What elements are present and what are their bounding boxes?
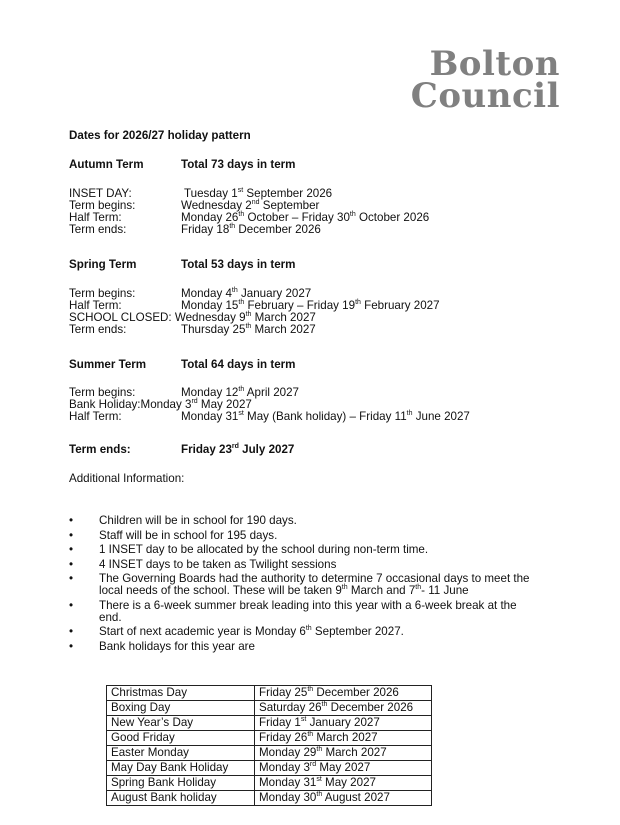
holiday-date-text: Saturday 26 — [259, 701, 322, 714]
holiday-date-text: May 2027 — [321, 776, 376, 789]
table-row — [107, 731, 432, 746]
date-row-label: Bank Holiday: — [69, 398, 141, 411]
holiday-name-cell: August Bank holiday — [107, 791, 255, 806]
date-text: Monday 3 — [140, 398, 192, 411]
date-text: January 2027 — [237, 287, 312, 300]
holiday-date-cell — [255, 716, 432, 731]
holiday-date-text: Friday 1 — [259, 716, 301, 729]
holiday-date-text: Friday 26 — [259, 731, 308, 744]
holiday-name-cell: Christmas Day — [107, 686, 255, 701]
list-item — [69, 600, 539, 624]
list-item-ordinal: th — [341, 584, 348, 591]
date-ordinal: nd — [251, 199, 260, 206]
autumn-date-row — [69, 223, 321, 237]
date-ordinal: th — [229, 223, 236, 230]
date-ordinal: th — [355, 299, 361, 306]
date-ordinal: st — [237, 187, 244, 194]
date-row-label: Half Term: — [69, 410, 122, 423]
holiday-date-text: March 2027 — [322, 746, 387, 759]
additional-information-list — [69, 515, 539, 655]
date-text: September 2026 — [243, 187, 333, 200]
list-item — [69, 544, 539, 556]
holiday-date-text: January 2027 — [306, 716, 380, 729]
date-text: May 2027 — [197, 398, 252, 411]
date-row-label: Term begins: — [69, 287, 136, 300]
holiday-date-text: December 2026 — [327, 701, 414, 714]
date-text: September — [259, 199, 320, 212]
summer-date-row — [69, 410, 470, 424]
holiday-name-cell: Spring Bank Holiday — [107, 776, 255, 791]
date-text: October 2026 — [355, 211, 430, 224]
table-row — [107, 716, 432, 731]
date-text: June 2027 — [412, 410, 470, 423]
date-text: Monday 26 — [181, 211, 239, 224]
date-text: April 2027 — [244, 386, 300, 399]
list-item-text: Children will be in school for 190 days. — [99, 514, 297, 527]
holiday-name-cell: May Day Bank Holiday — [107, 761, 255, 776]
date-row-value — [181, 223, 321, 236]
autumn-term-total: Total 73 days in term — [181, 158, 296, 171]
date-text: Monday 12 — [181, 386, 239, 399]
summer-term-total: Total 64 days in term — [181, 358, 296, 371]
holiday-date-ordinal: rd — [309, 761, 317, 768]
table-row — [107, 761, 432, 776]
additional-information-heading: Additional Information: — [69, 472, 185, 485]
list-item-text: September 2027. — [311, 625, 404, 638]
table-row — [107, 746, 432, 761]
date-text: Wednesday 2 — [181, 199, 252, 212]
holiday-date-ordinal: th — [321, 701, 328, 708]
date-text: February – Friday 19 — [244, 299, 356, 312]
date-row-label: Term begins: — [69, 199, 136, 212]
list-item-text: Staff will be in school for 195 days. — [99, 528, 278, 542]
list-item-ordinal: th — [415, 584, 422, 591]
holiday-date-cell — [255, 776, 432, 791]
list-item-text: 4 INSET days to be taken as Twilight sessions — [99, 557, 337, 571]
holiday-date-ordinal: st — [300, 716, 307, 723]
date-text: March 2027 — [251, 311, 316, 324]
date-row-label: Half Term: — [69, 299, 122, 312]
list-item-text: March and 7 — [347, 584, 416, 597]
date-ordinal: th — [238, 386, 245, 393]
date-ordinal: th — [238, 299, 245, 306]
date-text: Tuesday 1 — [181, 187, 238, 200]
list-item — [69, 530, 539, 542]
date-row-label: Term ends: — [69, 323, 127, 336]
date-text: Monday 15 — [181, 299, 239, 312]
holiday-name-cell: Easter Monday — [107, 746, 255, 761]
list-item-text: Start of next academic year is Monday 6 — [99, 625, 306, 638]
date-ordinal: th — [231, 287, 238, 294]
spring-term-total: Total 53 days in term — [181, 258, 296, 271]
date-text: Monday 31 — [181, 410, 239, 423]
final-term-ends-label: Term ends: — [69, 443, 131, 456]
holiday-date-cell — [255, 791, 432, 806]
list-item-text: Bank holidays for this year are — [99, 639, 255, 653]
holiday-date-text: Monday 31 — [259, 776, 317, 789]
date-text: December 2026 — [235, 223, 321, 236]
list-item-text: There is a 6-week summer break leading into this year with a 6-week break at the end. — [99, 598, 517, 624]
holiday-date-ordinal: th — [316, 746, 323, 753]
list-item — [69, 573, 539, 597]
holiday-date-ordinal: th — [307, 731, 314, 738]
date-row-label: Half Term: — [69, 211, 122, 224]
date-row-label: INSET DAY: — [69, 187, 132, 200]
list-item — [69, 641, 539, 653]
date-ordinal: th — [245, 311, 252, 318]
holiday-date-ordinal: th — [316, 791, 323, 798]
holiday-date-text: August 2027 — [322, 791, 390, 804]
date-row-label: Term begins: — [69, 386, 136, 399]
date-ordinal: st — [238, 410, 244, 417]
list-item — [69, 515, 539, 527]
date-ordinal: th — [349, 211, 356, 218]
holiday-date-cell — [255, 731, 432, 746]
table-row — [107, 776, 432, 791]
table-row — [107, 701, 432, 716]
date-ordinal: th — [406, 410, 413, 417]
holiday-date-cell — [255, 761, 432, 776]
holiday-name-cell: Good Friday — [107, 731, 255, 746]
document-title: Dates for 2026/27 holiday pattern — [69, 129, 251, 142]
table-row — [107, 791, 432, 806]
list-item-text: - 11 June — [421, 584, 469, 597]
holiday-date-ordinal: st — [316, 776, 322, 783]
date-text: Monday 4 — [181, 287, 232, 300]
holiday-date-text: March 2027 — [313, 731, 378, 744]
autumn-term-heading: Autumn Term — [69, 158, 144, 171]
list-item-text: 1 INSET day to be allocated by the school during non-term time. — [99, 543, 429, 556]
holiday-date-ordinal: th — [307, 686, 314, 693]
date-text: Wednesday 9 — [171, 311, 246, 324]
date-text: February 2027 — [360, 299, 440, 312]
list-item — [69, 626, 539, 638]
holiday-name-cell: New Year’s Day — [107, 716, 255, 731]
list-item-text: The Governing Boards had the authority to determine 7 occasional days to meet the local needs of the school. These will be taken 9 — [99, 572, 530, 597]
logo-line-2: Council — [410, 76, 560, 116]
final-term-ends-date: Friday 23rd July 2027 — [181, 443, 295, 456]
date-text: March 2027 — [251, 323, 316, 336]
list-item-ordinal: th — [305, 625, 312, 632]
date-ordinal: th — [238, 211, 245, 218]
date-ordinal: rd — [191, 398, 198, 405]
holiday-date-cell — [255, 746, 432, 761]
holiday-name-cell: Boxing Day — [107, 701, 255, 716]
holiday-date-cell — [255, 701, 432, 716]
holiday-date-cell — [255, 686, 432, 701]
bolton-council-logo — [410, 44, 560, 116]
holiday-date-text: December 2026 — [313, 686, 399, 699]
logo-line-1: Bolton — [429, 44, 560, 84]
holiday-date-text: May 2027 — [316, 761, 371, 774]
holiday-date-text: Monday 29 — [259, 746, 317, 759]
date-ordinal: th — [245, 323, 252, 330]
date-row-value — [181, 323, 316, 336]
holiday-date-text: Monday 30 — [259, 791, 317, 804]
summer-term-heading: Summer Term — [69, 358, 147, 371]
date-row-value — [181, 410, 470, 423]
date-text: Thursday 25 — [181, 323, 246, 336]
list-item — [69, 559, 539, 571]
holiday-date-text: Friday 25 — [259, 686, 308, 699]
date-row-label: Term ends: — [69, 223, 127, 236]
spring-term-heading: Spring Term — [69, 258, 137, 271]
date-text: May (Bank holiday) – Friday 11 — [243, 410, 407, 423]
bank-holidays-table — [106, 685, 432, 806]
table-row — [107, 686, 432, 701]
date-text: October – Friday 30 — [244, 211, 350, 224]
date-text: Friday 18 — [181, 223, 230, 236]
date-row-label: SCHOOL CLOSED: — [69, 311, 172, 324]
holiday-date-text: Monday 3 — [259, 761, 310, 774]
spring-date-row — [69, 323, 316, 337]
